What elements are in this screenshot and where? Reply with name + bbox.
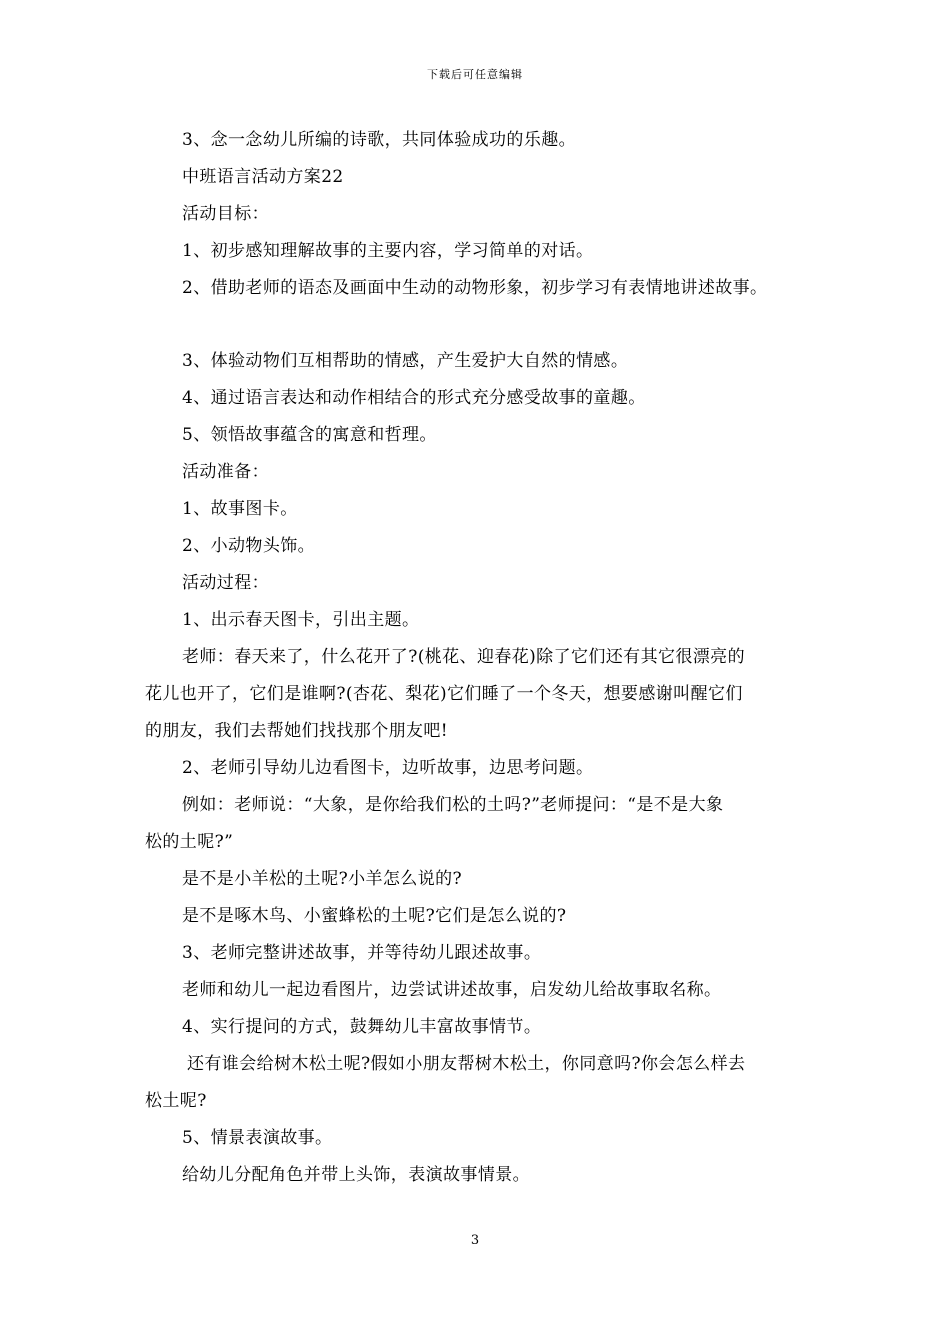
paragraph-line: 1、出示春天图卡，引出主题。 — [182, 610, 420, 630]
paragraph-line: 是不是小羊松的土呢?小羊怎么说的? — [182, 869, 463, 889]
paragraph-line: 1、故事图卡。 — [182, 499, 298, 519]
paragraph-line: 3、老师完整讲述故事，并等待幼儿跟述故事。 — [182, 943, 542, 963]
paragraph-line: 给幼儿分配角色并带上头饰，表演故事情景。 — [182, 1165, 530, 1185]
paragraph-line: 3、念一念幼儿所编的诗歌，共同体验成功的乐趣。 — [182, 130, 577, 150]
paragraph-line: 5、情景表演故事。 — [182, 1128, 333, 1148]
paragraph-line: 老师和幼儿一起边看图片，边尝试讲述故事，启发幼儿给故事取名称。 — [182, 980, 722, 1000]
blank-gap — [145, 307, 815, 343]
paragraph-line: 老师：春天来了，什么花开了?(桃花、迎春花)除了它们还有其它很漂亮的 — [182, 647, 745, 667]
paragraph-line: 2、老师引导幼儿边看图卡，边听故事，边思考问题。 — [182, 758, 594, 778]
paragraph-line: 松土呢? — [145, 1091, 207, 1111]
paragraph-line: 松的土呢?” — [145, 832, 234, 852]
section-title: 中班语言活动方案22 — [182, 167, 344, 187]
paragraph-line: 还有谁会给树木松土呢?假如小朋友帮树木松土，你同意吗?你会怎么样去 — [187, 1054, 746, 1074]
paragraph-line: 4、通过语言表达和动作相结合的形式充分感受故事的童趣。 — [182, 388, 646, 408]
page-header: 下载后可任意编辑 — [427, 68, 523, 81]
paragraph-line: 2、借助老师的语态及画面中生动的动物形象，初步学习有表情地讲述故事。 — [182, 278, 768, 298]
subheading: 活动准备： — [182, 462, 269, 482]
paragraph-line: 3、体验动物们互相帮助的情感，产生爱护大自然的情感。 — [182, 351, 629, 371]
paragraph-line: 花儿也开了，它们是谁啊?(杏花、梨花)它们睡了一个冬天，想要感谢叫醒它们 — [145, 684, 743, 704]
paragraph-line: 例如：老师说：“大象，是你给我们松的土吗?”老师提问：“是不是大象 — [182, 795, 724, 815]
paragraph-line: 2、小动物头饰。 — [182, 536, 316, 556]
paragraph-line: 4、实行提问的方式，鼓舞幼儿丰富故事情节。 — [182, 1017, 542, 1037]
paragraph-line: 1、初步感知理解故事的主要内容，学习简单的对话。 — [182, 241, 594, 261]
page-number: 3 — [470, 1233, 480, 1248]
paragraph-line: 是不是啄木鸟、小蜜蜂松的土呢?它们是怎么说的? — [182, 906, 567, 926]
document-body — [145, 122, 815, 1194]
subheading: 活动过程： — [182, 573, 269, 593]
paragraph-line: 5、领悟故事蕴含的寓意和哲理。 — [182, 425, 437, 445]
paragraph-line: 的朋友，我们去帮她们找找那个朋友吧! — [145, 721, 449, 741]
subheading: 活动目标： — [182, 204, 269, 224]
